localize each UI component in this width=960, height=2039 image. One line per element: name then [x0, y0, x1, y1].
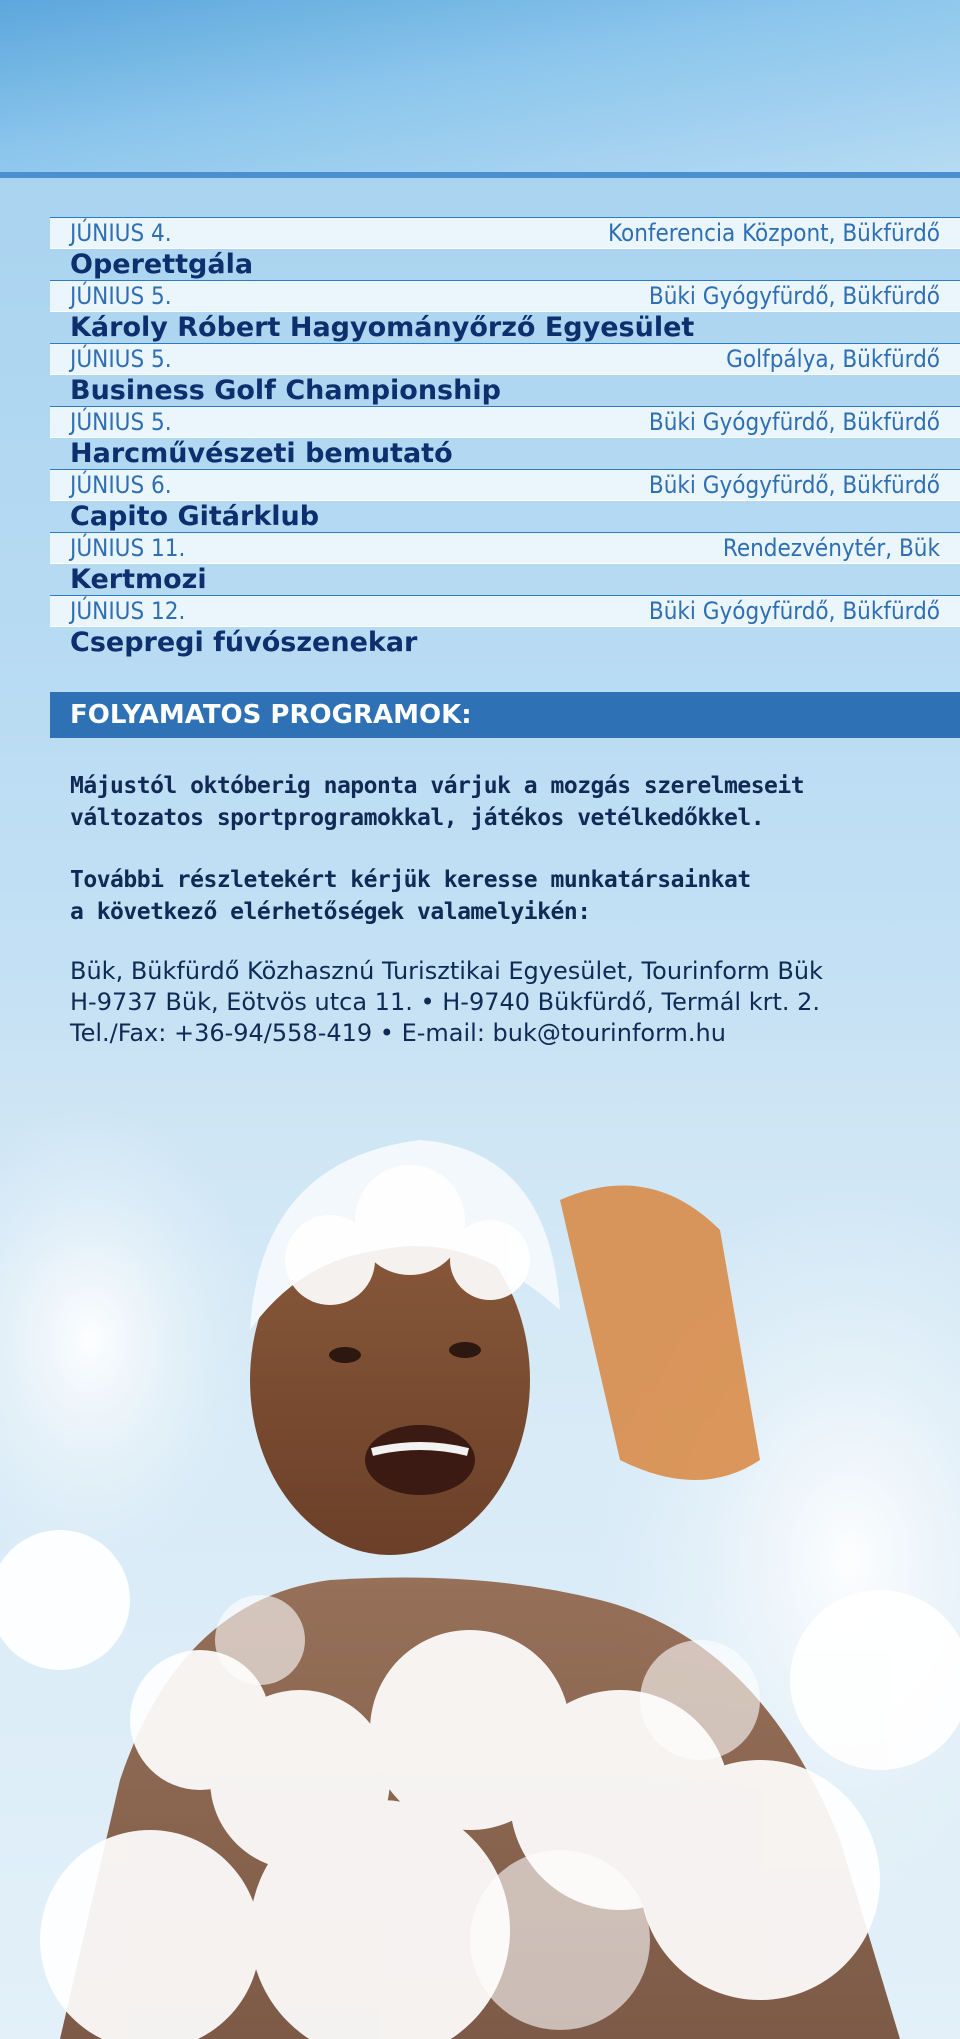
contact-organization: Bük, Bükfürdő Közhasznú Turisztikai Egyesület, Tourinform Bük — [70, 957, 823, 985]
event-venue: Rendezvénytér, Bük — [722, 534, 940, 562]
event-date: JÚNIUS 5. — [70, 282, 172, 310]
event-date-row — [50, 469, 960, 501]
event-item — [50, 532, 960, 595]
event-title: Business Golf Championship — [70, 375, 501, 406]
event-item — [50, 343, 960, 406]
event-date: JÚNIUS 6. — [70, 471, 172, 499]
event-title: Harcművészeti bemutató — [70, 438, 453, 469]
event-title: Kertmozi — [70, 564, 207, 595]
event-date-row — [50, 343, 960, 375]
contact-address: H-9737 Bük, Eötvös utca 11. • H-9740 Bükfürdő, Termál krt. 2. — [70, 988, 821, 1016]
event-date-row — [50, 406, 960, 438]
event-item — [50, 217, 960, 280]
event-date: JÚNIUS 5. — [70, 345, 172, 373]
header-sky-band — [0, 0, 960, 175]
event-venue: Büki Gyógyfürdő, Bükfürdő — [648, 408, 940, 436]
intro-paragraph — [70, 770, 930, 834]
section-heading-bar — [50, 692, 960, 738]
event-item — [50, 280, 960, 343]
event-date: JÚNIUS 4. — [70, 219, 172, 247]
event-venue: Golfpálya, Bükfürdő — [726, 345, 940, 373]
contact-block — [70, 956, 930, 1049]
event-venue: Büki Gyógyfürdő, Bükfürdő — [648, 471, 940, 499]
details-line: a következő elérhetőségek valamelyikén: — [70, 899, 591, 925]
event-schedule — [50, 217, 960, 658]
event-venue: Büki Gyógyfürdő, Bükfürdő — [648, 597, 940, 625]
event-title: Csepregi fúvószenekar — [70, 627, 418, 658]
event-item — [50, 595, 960, 658]
event-date: JÚNIUS 11. — [70, 534, 186, 562]
section-heading: FOLYAMATOS PROGRAMOK: — [70, 700, 472, 730]
details-line: További részletekért kérjük keresse munkatársainkat — [70, 867, 751, 893]
event-item — [50, 469, 960, 532]
event-venue: Konferencia Központ, Bükfürdő — [608, 219, 940, 247]
intro-line: Májustól októberig naponta várjuk a mozgás szerelmeseit — [70, 773, 805, 799]
event-date-row — [50, 595, 960, 627]
event-date-row — [50, 217, 960, 249]
event-date: JÚNIUS 12. — [70, 597, 186, 625]
event-title: Capito Gitárklub — [70, 501, 320, 532]
contact-phone-email: Tel./Fax: +36-94/558-419 • E-mail: buk@tourinform.hu — [70, 1019, 726, 1047]
header-divider — [0, 172, 960, 178]
event-date-row — [50, 532, 960, 564]
intro-line: változatos sportprogramokkal, játékos vetélkedőkkel. — [70, 805, 765, 831]
event-title: Operettgála — [70, 249, 254, 280]
event-date-row — [50, 280, 960, 312]
event-venue: Büki Gyógyfürdő, Bükfürdő — [648, 282, 940, 310]
event-item — [50, 406, 960, 469]
foam-party-illustration — [0, 1080, 960, 2039]
event-date: JÚNIUS 5. — [70, 408, 172, 436]
foam-party-photo — [0, 1080, 960, 2039]
event-title: Károly Róbert Hagyományőrző Egyesület — [70, 312, 695, 343]
details-paragraph — [70, 864, 930, 928]
